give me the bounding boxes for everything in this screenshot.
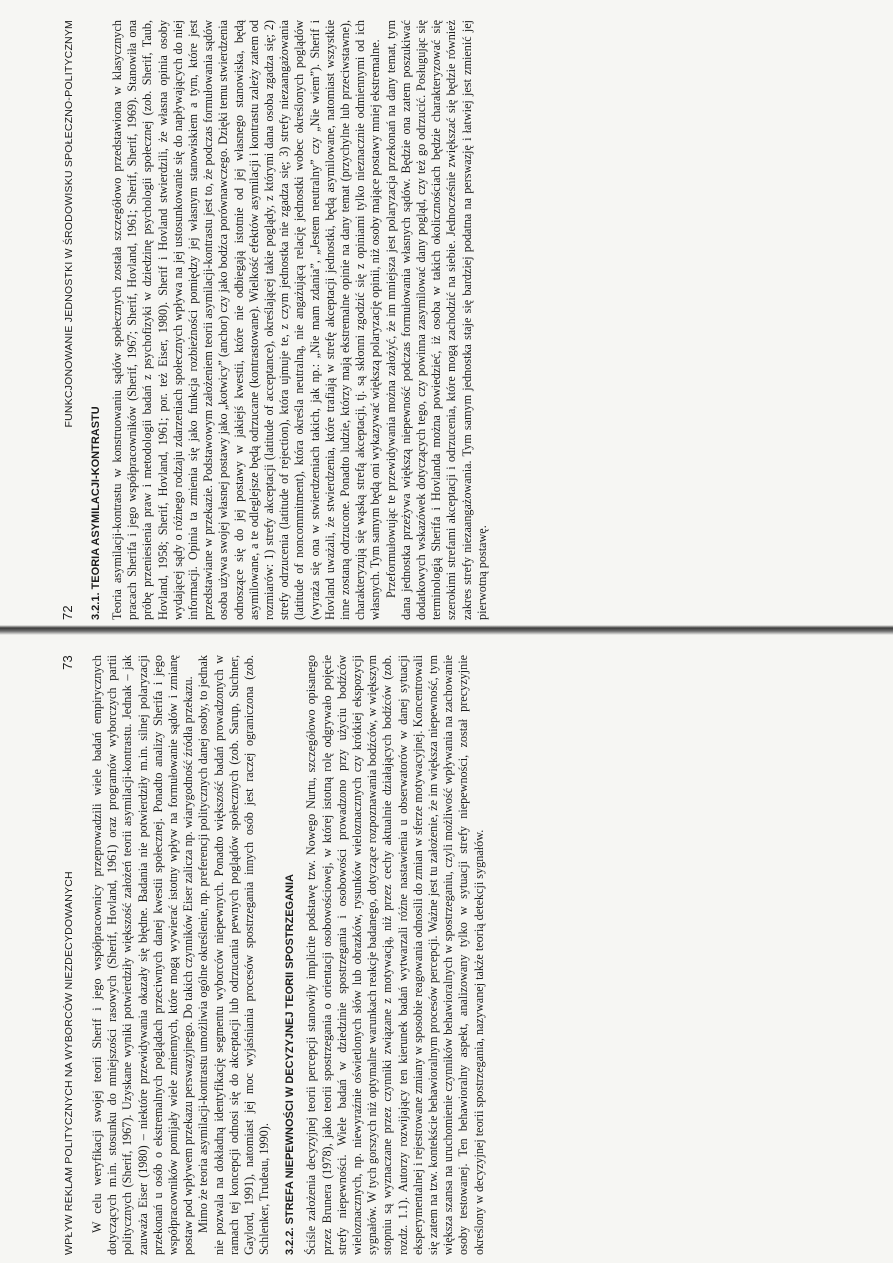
running-head-title: WPŁYW REKLAM POLITYCZNYCH NA WYBORCÓW NIEZDECYDOWANYCH	[63, 871, 75, 1255]
book-fold-divider	[0, 625, 893, 635]
page-number: 73	[60, 655, 75, 670]
page-73	[60, 655, 487, 1255]
section-title: 3.2.2. STREFA NIEPEWNOŚCI W DECYZYJNEJ TEORII SPOSTRZEGANIA	[284, 874, 297, 1255]
paragraph: Przeformułowując te przewidywania można założyć, że im mniejsza jest polaryzacja przekonań na dany temat, tym dana jednostka przeżywa większą niepewność podczas formułowania własnych sądów. Będzie ona zatem poszukiwać dodatkowych wskazówek dotyczących tego, czy powinna zasymilować dany pogląd, czy też go odrzucić. Posługując się terminologią Sherifa i Hovlanda można powiedzieć, iż osoba w takich okolicznościach będzie charakteryzować się szerokimi strefami akceptacji i odrzucenia, które mogą zachodzić na siebie. Jednocześnie zwiększać się będzie również zakres strefy niezaangażowania. Tym samym jednostka staje się bardziej podatna na perswazję i łatwiej jest zmienić jej pierwotną postawę.	[383, 20, 489, 620]
paragraph: Ściśle założenia decyzyjnej teorii percepcji stanowiły implicite podstawę tzw. Nowego Nurtu, szczegółowo opisanego przez Brunera (1978), jako teorii spostrzegania o orientacji osobowościowej, w której istotną rolę odgrywało pojęcie strefy niepewności. Wiele badań w dziedzinie spostrzegania i osobowości prowadzono przy użyciu bodźców wieloznacznych, np. niewyraźnie oświetlonych słów lub obrazków, rysunków wieloznacznych czy krótkiej ekspozycji sygnałów. W tych gorszych niż optymalne warunkach reakcje badanego, dotyczące rozpoznawania bodźców, w większym stopniu są wyznaczane przez czynniki związane z motywacją, niż przez cechy aktualnie działających bodźców (zob. rozdz. 1.1). Autorzy rozwijający ten kierunek badań wytwarzali różne nastawienia u obserwatorów w danej sytuacji eksperymentalnej i rejestrowane zmiany w sposobie reagowania odnosili do zmian w sferze motywacyjnej. Koncentrowali się zatem na tzw. kontekście behawioralnym procesów percepcji. Ważne jest tu założenie, że im większa niepewność, tym większa szansa na uruchomienie czynników behawioralnych w spostrzeganiu, czyli możliwość wpływania na zachowanie osoby testowanej. Ten behawioralny aspekt, analizowany tylko w sytuacji strefy niepewności, został precyzyjnie określony w decyzyjnej teorii spostrzegania, nazywanej także teorią detekcji sygnałów.	[304, 655, 486, 1255]
running-head	[60, 20, 76, 620]
paragraph: Teoria asymilacji-kontrastu w konstruowaniu sądów społecznych została szczegółowo przedstawiona w klasycznych pracach Sherifa i jego współpracowników (Sherif, 1967; Sherif, Hovland, 1961; Sherif, Sherif, 1969). Stanowiła ona próbę przeniesienia praw i metodologii badań z psychofizyki w dziedzinę psychologii społecznej (zob. Sherif, Taub, Hovland, 1958; Sherif, Hovland, 1961; por. też Eiser, 1980). Sherif i Hovland stwierdzili, że własna opinia osoby wydającej sądy o różnego rodzaju zdarzeniach społecznych wpływa na jej ustosunkowanie się do napływających do niej informacji. Opinia ta zmienia się jako funkcja rozbieżności pomiędzy jej własnym stanowiskiem a tym, które jest przedstawiane w przekazie. Podstawowym założeniem teorii asymilacji-kontrastu jest to, że podczas formułowania sądów osoba używa swojej własnej postawy jako „kotwicy” (anchor) czy jako bodźca porównawczego. Dzięki temu stwierdzenia odnoszące się do jej postawy w jakiejś kwestii, które nie odbiegają istotnie od jej własnego stanowiska, będą asymilowane, a te odleglejsze będą odrzucane (kontrastowane). Wielkość efektów asymilacji i kontrastu zależy zatem od rozmiarów: 1) strefy akceptacji (latitude of acceptance), określającej takie poglądy, z którymi dana osoba zgadza się; 2) strefy odrzucenia (latitude of rejection), która ujmuje te, z czym jednostka nie zgadza się; 3) strefy niezaangażowania (latitude of noncommitment), która określa neutralną, nie angażującą relację jednostki wobec określonych poglądów (wyraża się ona w stwierdzeniach takich, jak np.: „Nie mam zdania”, „Jestem neutralny” czy „Nie wiem”). Sherif i Hovland uważali, że stwierdzenia, które trafiają w strefę akceptacji jednostki, będą asymilowane, natomiast wszystkie inne zostaną odrzucone. Ponadto ludzie, którzy mają ekstremalne opinie na dany temat (przychylne lub przeciwstawne), charakteryzują się wąską strefą akceptacji, tj. są skłonni zgodzić się z opiniami tylko nieznacznie odmiennymi od ich własnych. Tym samym będą oni wykazywać większą polaryzację opinii, niż osoby mające postawy mniej ekstremalne.	[110, 20, 383, 620]
page-number: 72	[60, 605, 75, 620]
section-title: 3.2.1. TEORIA ASYMILACJI-KONTRASTU	[90, 406, 102, 620]
page-72	[60, 20, 490, 620]
paragraph: W celu weryfikacji swojej teorii Sherif i jego współpracownicy przeprowadzili wiele badań empirycznych dotyczących m.in. stosunku do mniejszości rasowych (Sherif, Hovland, 1961) oraz programów wyborczych partii politycznych (Sherif, 1967). Uzyskane wyniki potwierdziły większość założeń teorii asymilacji-kontrastu. Jednak – jak zauważa Eiser (1980) – niektóre przewidywania okazały się błędne. Badania nie potwierdziły m.in. silnej polaryzacji przekonań u osób o ekstremalnych poglądach przeciwnych danej kwestii społecznej. Ponadto analizy Sherifa i jego współpracowników pomijały wiele zmiennych, które mogą wywierać istotny wpływ na formułowanie sądów i zmianę postaw pod wpływem przekazu perswazyjnego. Do takich czynników Eiser zalicza np. wiarygodność źródła przekazu.	[90, 655, 196, 1255]
running-head-title: FUNKCJONOWANIE JEDNOSTKI W ŚRODOWISKU SPOŁECZNO-POLITYCZNYM	[63, 20, 75, 428]
paragraph: Mimo że teoria asymilacji-kontrastu umożliwia ogólne określenie, np. preferencji politycznych danej osoby, to jednak nie pozwala na dokładną identyfikację segmentu wyborców niepewnych. Ponadto większość badań prowadzonych w ramach tej koncepcji odnosi się do akceptacji lub odrzucania pewnych poglądów społecznych (zob. Sarup, Suchner, Gaylord, 1991), natomiast jej moc wyjaśniania procesów spostrzegania innych osób jest raczej ograniczona (zob. Schlenker, Trudeau, 1990).	[196, 655, 272, 1255]
running-head	[60, 655, 76, 1255]
